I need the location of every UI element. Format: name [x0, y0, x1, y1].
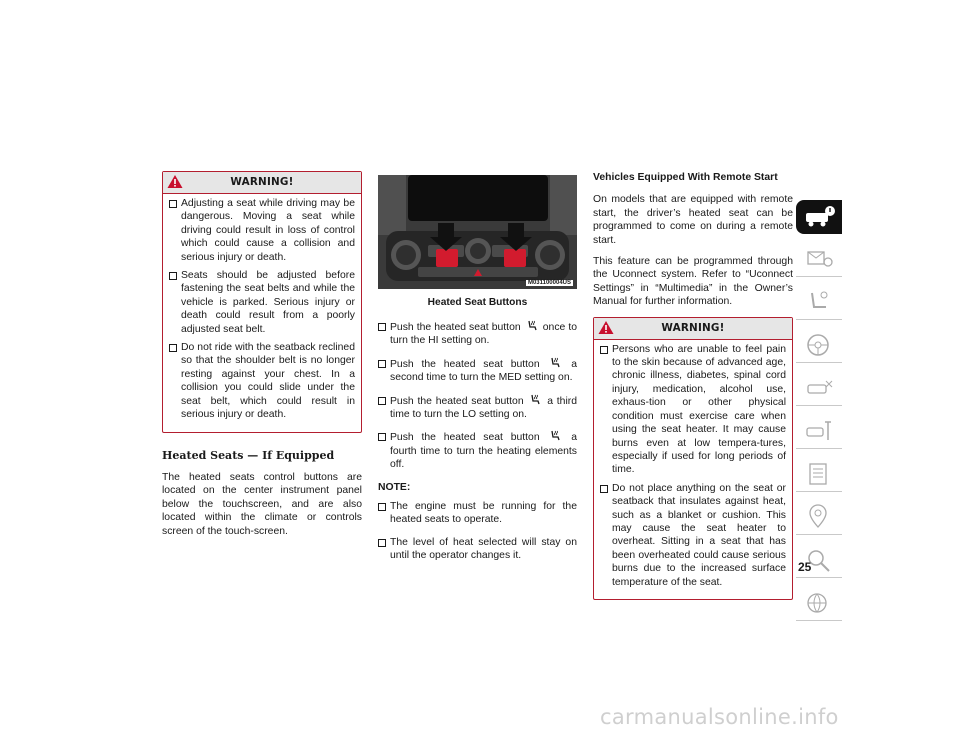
heated-seat-icon — [549, 357, 561, 369]
steering-wheel-icon — [804, 332, 836, 358]
warning-header — [163, 172, 361, 194]
step-item: Push the heated seat button a third time to turn the LO setting on. — [378, 394, 577, 422]
dashboard-illustration — [378, 175, 577, 289]
seat-safety-icon — [804, 289, 836, 315]
checklist-icon — [804, 461, 836, 487]
section-title: Heated Seats — If Equipped — [162, 448, 335, 462]
seat-warning-box — [162, 171, 362, 433]
watermark: carmanualsonline.info — [600, 705, 839, 729]
figure-caption: Heated Seat Buttons — [427, 297, 528, 308]
note-item: The level of heat selected will stay on until the operator changes it. — [378, 536, 577, 563]
heated-seat-icon — [526, 320, 538, 332]
step-item: Push the heated seat button a fourth time to turn the heating elements off. — [378, 430, 577, 471]
checkbox-icon — [169, 200, 177, 208]
vehicle-info-icon — [804, 204, 836, 230]
note-item: The engine must be running for the heated seats to operate. — [378, 500, 577, 527]
warning-item: Persons who are unable to feel pain to the skin because of advanced age, chronic illness, diabetes, spinal cord injury, medication, alcohol use, exhaus-tion or other physical condition must exercise care when using the seat heater. It may cause burns even at low tempera-tures, especially if used for long periods of time. — [600, 343, 786, 477]
page-number: 25 — [798, 560, 812, 574]
checkbox-icon — [378, 397, 386, 405]
warning-triangle-icon — [598, 320, 614, 335]
vehicle-crash-icon — [804, 375, 836, 401]
tab-emergency[interactable] — [796, 371, 842, 406]
warning-item: Seats should be adjusted before fastening the seat belts and while the vehicle is parked. Serious injury or death could result from a poorly adjusted seat belt. — [169, 269, 355, 336]
heated-seat-icon — [529, 394, 541, 406]
checkbox-icon — [169, 272, 177, 280]
map-pin-icon — [804, 504, 836, 530]
checkbox-icon — [600, 485, 608, 493]
checkbox-icon — [378, 433, 386, 441]
tab-driving[interactable] — [796, 328, 842, 363]
tab-languages[interactable] — [796, 586, 842, 621]
car-service-icon — [804, 418, 836, 444]
tab-multimedia[interactable] — [796, 500, 842, 535]
warning-title: WARNING! — [661, 321, 725, 334]
tab-specs[interactable] — [796, 457, 842, 492]
heated-seats-paragraph: The heated seats control buttons are located on the center instrument panel below the touchscreen, and are also located within the climate or controls screen of the touch-screen. — [162, 471, 362, 537]
tab-keys[interactable] — [796, 242, 842, 277]
tab-safety[interactable] — [796, 285, 842, 320]
checkbox-icon — [378, 360, 386, 368]
key-and-mail-icon — [804, 246, 836, 272]
step-item: Push the heated seat button a second time to turn the MED setting on. — [378, 357, 577, 385]
middle-column — [378, 320, 577, 572]
warning-item: Adjusting a seat while driving may be dangerous. Moving a seat while driving could result in loss of control which could cause a collision and serious injury or death. — [169, 197, 355, 264]
checkbox-icon — [600, 346, 608, 354]
heated-seat-buttons-figure — [378, 175, 577, 289]
right-column — [593, 171, 793, 600]
note-label: NOTE: — [378, 481, 411, 493]
tab-vehicle-info[interactable] — [796, 200, 842, 234]
burn-warning-box — [593, 317, 793, 600]
step-item: Push the heated seat button once to turn the HI setting on. — [378, 320, 577, 348]
left-column — [162, 171, 362, 546]
checkbox-icon — [378, 503, 386, 511]
languages-icon — [804, 590, 836, 616]
warning-item: Do not ride with the seatback reclined so that the shoulder belt is no longer resting against your chest. In a collision you could slide under the seat belt, which could result in serious injury or death. — [169, 341, 355, 421]
tab-service[interactable] — [796, 414, 842, 449]
checkbox-icon — [378, 323, 386, 331]
checkbox-icon — [169, 344, 177, 352]
warning-triangle-icon — [167, 174, 183, 189]
figure-code: M031100004US — [527, 280, 571, 286]
warning-title: WARNING! — [230, 176, 294, 188]
uconnect-paragraph: This feature can be programmed through the Uconnect system. Refer to “Uconnect Settings” in “Multimedia” in the Owner’s Manual for further information. — [593, 256, 793, 308]
checkbox-icon — [378, 539, 386, 547]
warning-item: Do not place anything on the seat or seatback that insulates against heat, such as a blanket or cushion. This may cause the seat heater to overheat. Sitting in a seat that has been overheated could cause serious burns due to the increased surface temperature of the seat. — [600, 482, 786, 589]
remote-start-paragraph: On models that are equipped with remote start, the driver’s heated seat can be programmed to come on during a remote start. — [593, 194, 793, 246]
remote-start-subtitle: Vehicles Equipped With Remote Start — [593, 172, 778, 183]
warning-header — [594, 318, 792, 340]
heated-seat-icon — [549, 430, 561, 442]
